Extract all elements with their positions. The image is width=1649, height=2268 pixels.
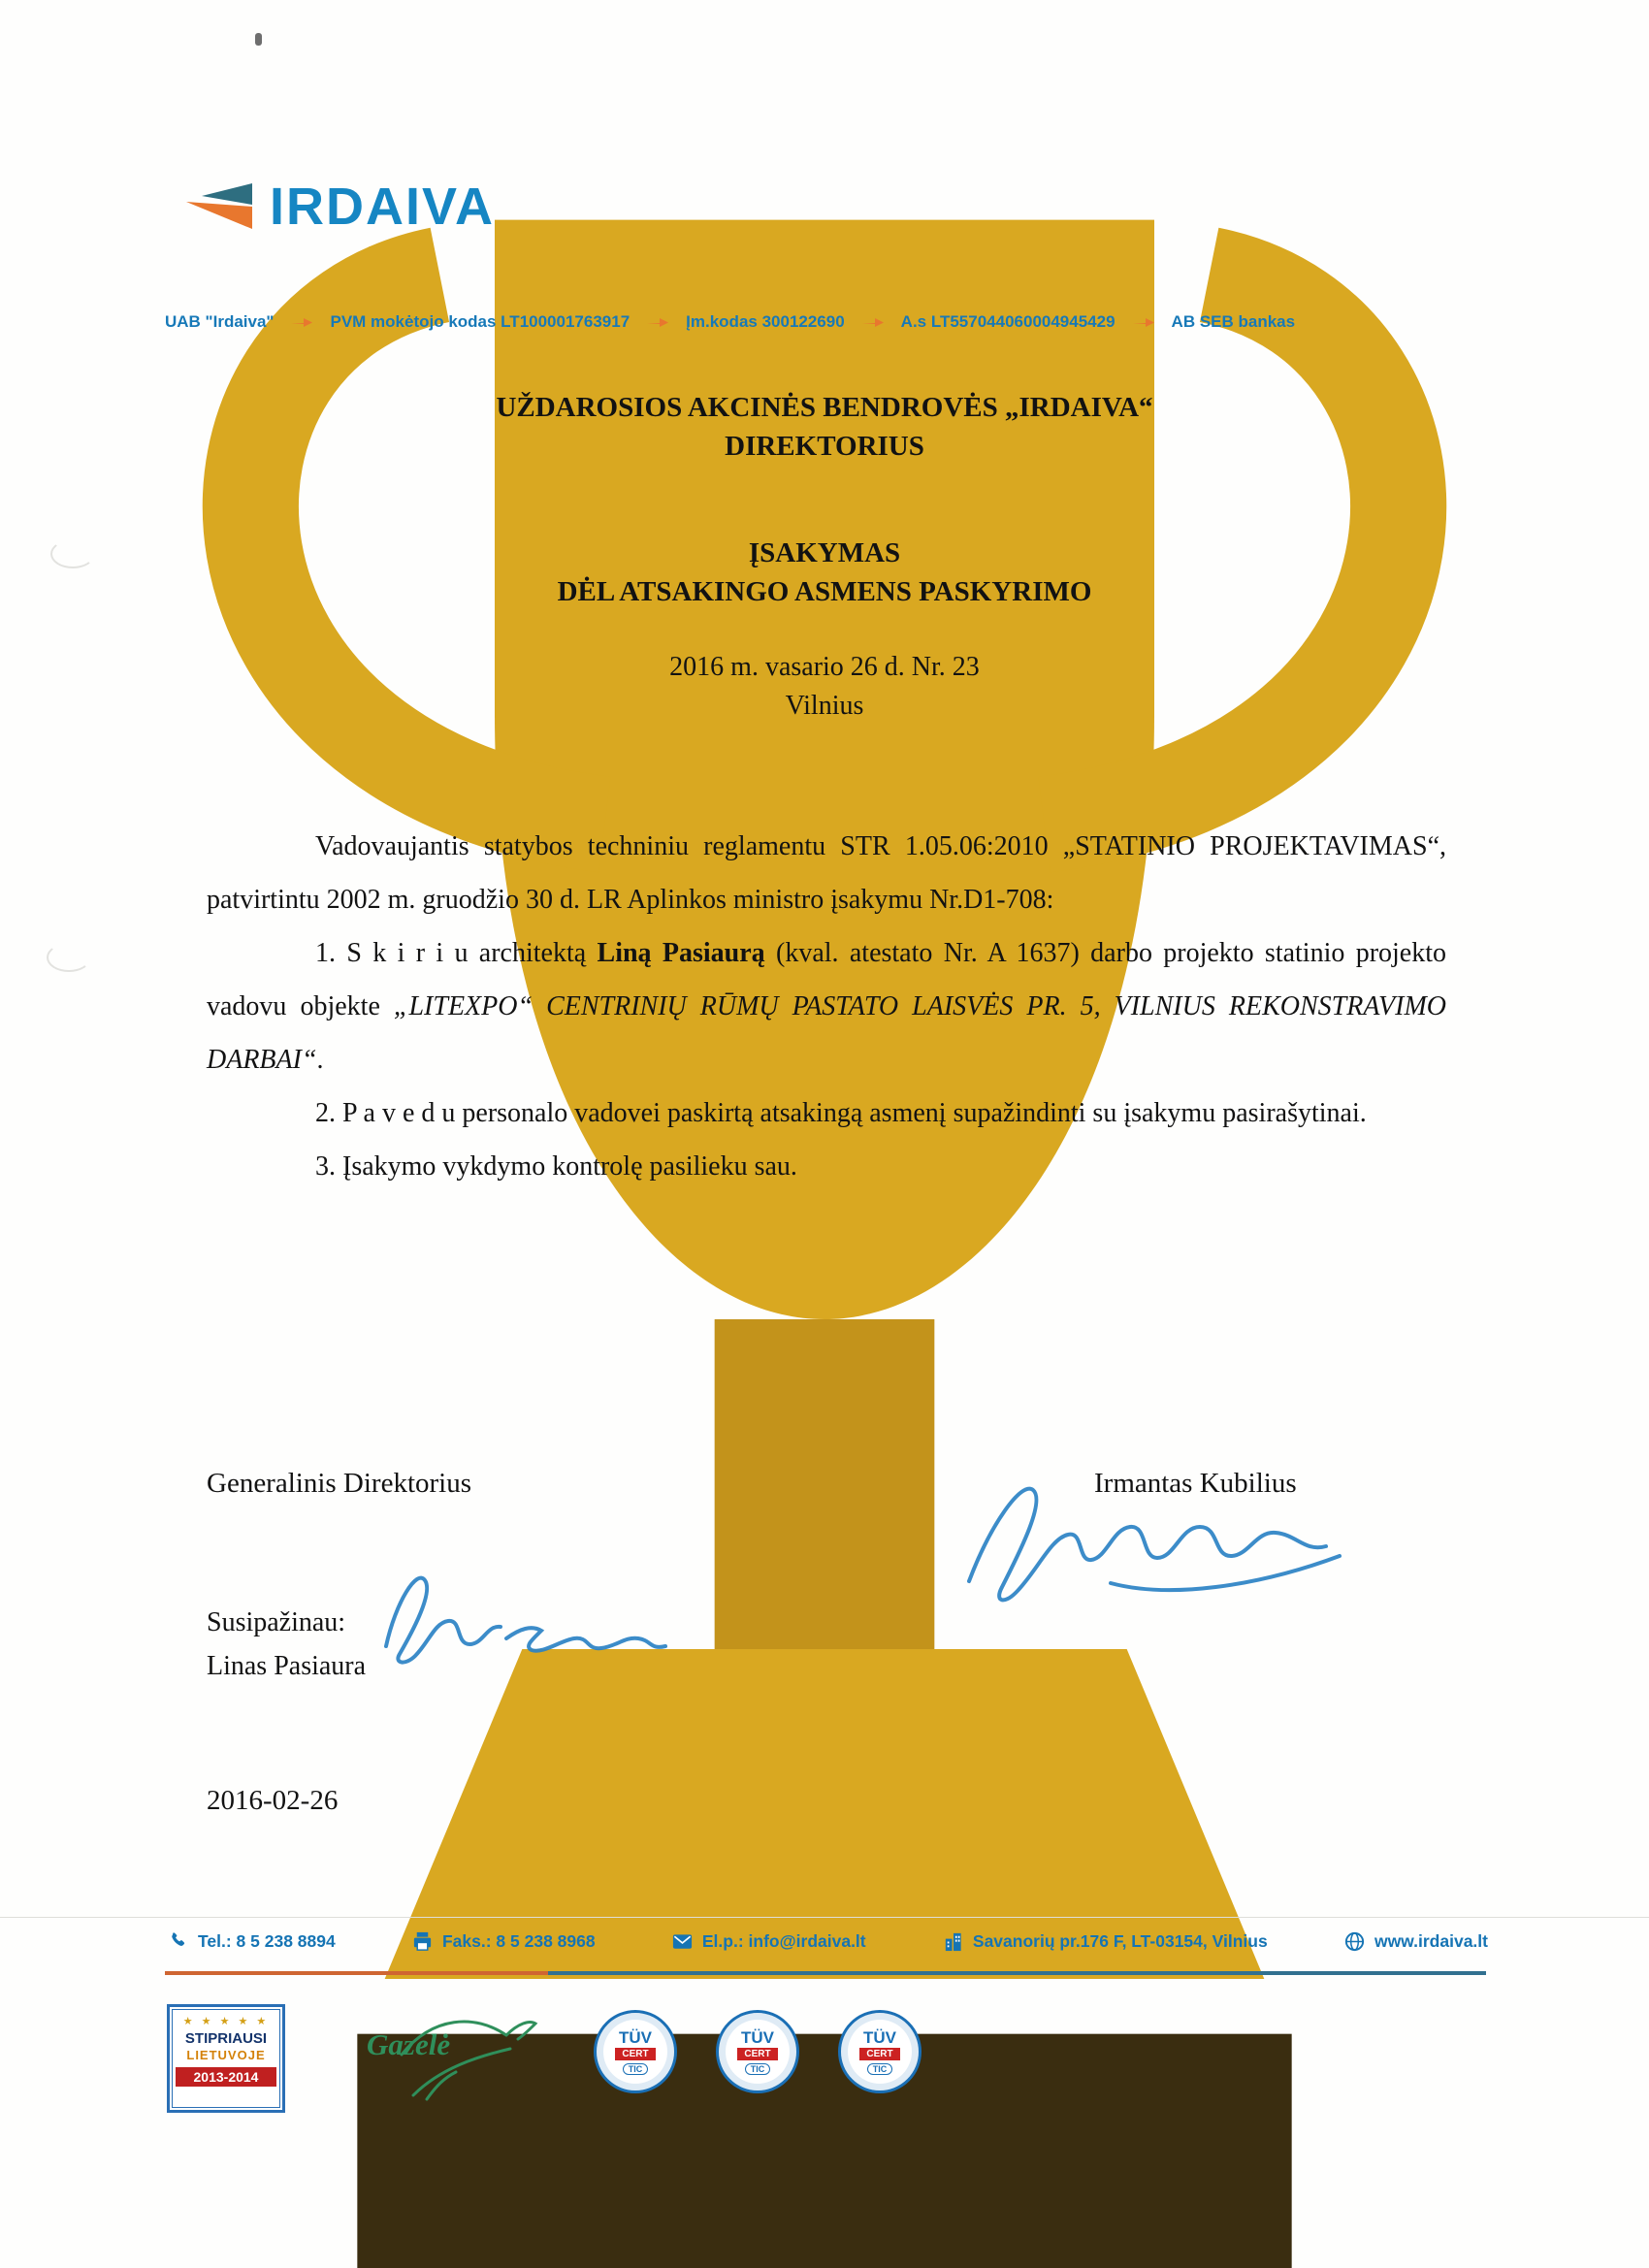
- tuv-cert-badge: [594, 2010, 677, 2093]
- tuv-cert-badge: [838, 2010, 922, 2093]
- stipriausi-lietuvoje-badge: [167, 2004, 285, 2113]
- arrow-separator-icon: [1133, 316, 1154, 329]
- bank-name: AB SEB bankas: [1171, 312, 1296, 331]
- gold-medal-pair: [1018, 2020, 1143, 2082]
- contact-email: [671, 1930, 866, 1953]
- website-url: www.irdaiva.lt: [1374, 1931, 1488, 1951]
- order-title-block: [0, 534, 1649, 611]
- fax-icon: [411, 1930, 434, 1953]
- bank-account: A.s LT557044060004945429: [900, 312, 1116, 331]
- paragraph-intro: Vadovaujantis statybos techniniu reglamentu STR 1.05.06:2010 „STATINIO PROJEKTAVIMAS“, patvirtintu 2002 m. gruodžio 30 d. LR Aplinkos ministro įsakymu Nr.D1-708:: [207, 831, 1446, 915]
- tuv-cert-badge: [716, 2010, 799, 2093]
- company-name-heading: UŽDAROSIOS AKCINĖS BENDROVĖS „IRDAIVA“: [496, 392, 1153, 423]
- company-info-line: [165, 312, 1523, 332]
- tuv-label: TÜV: [741, 2027, 774, 2047]
- footer-contacts: [167, 1930, 1488, 1953]
- document-date: 2016-02-26: [207, 1785, 339, 1816]
- tuv-tic-label: TIC: [623, 2063, 649, 2075]
- logo-arrow-icon: [184, 180, 254, 233]
- contact-address: [942, 1930, 1268, 1953]
- tuv-label: TÜV: [863, 2027, 896, 2047]
- arrow-separator-icon: [291, 316, 312, 329]
- director-signature: [936, 1467, 1363, 1607]
- gold-medal-icon: [1232, 2020, 1294, 2082]
- acknowledgement-label: Susipažinau:: [207, 1607, 346, 1637]
- tuv-tic-label: TIC: [745, 2063, 771, 2075]
- email-icon: [671, 1930, 694, 1953]
- fax-number: Faks.: 8 5 238 8968: [441, 1931, 596, 1951]
- badge-line2: LIETUVOJE: [186, 2048, 266, 2062]
- gold-medal-icon: [1081, 2020, 1143, 2082]
- badge-years: 2013-2014: [176, 2067, 276, 2087]
- order-title: ĮSAKYMAS: [748, 537, 901, 568]
- phone-number: Tel.: 8 5 238 8894: [198, 1931, 336, 1951]
- arrow-separator-icon: [647, 316, 668, 329]
- director-name: Irmantas Kubilius: [1094, 1468, 1297, 1499]
- contact-phone: [167, 1930, 336, 1953]
- logo-text: IRDAIVA: [270, 178, 496, 236]
- paragraph-item1: [207, 926, 1446, 1086]
- item1-middle: (kval. atestato Nr. A 1637) darbo projekto statinio projekto vadovu objekte: [207, 938, 1447, 1021]
- company-logo: [184, 177, 495, 237]
- scan-artifact: [47, 943, 91, 972]
- paragraph-item2: 2. P a v e d u personalo vadovei paskirtą atsakingą asmenį supažindinti su įsakymu pasirašytinai.: [315, 1098, 1367, 1128]
- company-title-block: [0, 388, 1649, 466]
- acknowledger-name: Linas Pasiaura: [207, 1651, 367, 1681]
- globe-icon: [1343, 1930, 1366, 1953]
- item1-prefix: 1. S k i r i u architektą: [315, 938, 598, 968]
- tuv-label: TÜV: [619, 2027, 652, 2047]
- footer-accent-rule: [165, 1971, 1486, 1975]
- director-heading: DIREKTORIUS: [725, 431, 924, 462]
- gold-medal-icon: [1170, 2020, 1232, 2082]
- gold-medal-pair: [1170, 2020, 1294, 2082]
- badge-stars: ★ ★ ★ ★ ★: [182, 2016, 270, 2027]
- director-title: Generalinis Direktorius: [207, 1468, 472, 1499]
- tuv-tic-label: TIC: [867, 2063, 893, 2075]
- office-address: Savanorių pr.176 F, LT-03154, Vilnius: [972, 1931, 1268, 1951]
- vat-code: PVM mokėtojo kodas LT100001763917: [330, 312, 630, 331]
- tuv-cert-label: CERT: [859, 2048, 899, 2060]
- acknowledgement-block: [207, 1601, 366, 1688]
- scan-speck: [255, 33, 262, 46]
- company-name: UAB "Irdaiva": [165, 312, 275, 331]
- acknowledger-signature: [361, 1557, 691, 1675]
- tuv-cert-label: CERT: [737, 2048, 777, 2060]
- item1-appointee-name: Liną Pasiaurą: [597, 938, 765, 968]
- gazele-badge: [367, 2010, 551, 2107]
- tuv-cert-label: CERT: [615, 2048, 655, 2060]
- email-address: El.p.: info@irdaiva.lt: [701, 1931, 866, 1951]
- badge-line1: STIPRIAUSI: [184, 2030, 268, 2047]
- order-city: Vilnius: [785, 691, 864, 721]
- footer-top-rule: [0, 1917, 1649, 1918]
- paragraph-item3: 3. Įsakymo vykdymo kontrolę pasilieku sau.: [315, 1151, 797, 1182]
- gold-medal-icon: [1018, 2020, 1081, 2082]
- order-date-line: 2016 m. vasario 26 d. Nr. 23: [669, 652, 980, 682]
- company-code: Įm.kodas 300122690: [686, 312, 845, 331]
- document-body: [207, 820, 1446, 1193]
- contact-fax: [411, 1930, 596, 1953]
- order-date-block: [0, 648, 1649, 726]
- gazele-label: Gazelė: [367, 2027, 451, 2061]
- building-icon: [942, 1930, 964, 1953]
- item1-suffix: .: [316, 1045, 324, 1075]
- item1-object-name: „LITEXPO“ CENTRINIŲ RŪMŲ PASTATO LAISVĖS PR. 5, VILNIUS REKONSTRAVIMO DARBAI“: [207, 991, 1447, 1075]
- order-subtitle: DĖL ATSAKINGO ASMENS PASKYRIMO: [557, 576, 1092, 607]
- phone-icon: [167, 1930, 189, 1953]
- contact-website: [1343, 1930, 1488, 1953]
- gazelle-icon: [394, 2010, 539, 2107]
- arrow-separator-icon: [862, 316, 884, 329]
